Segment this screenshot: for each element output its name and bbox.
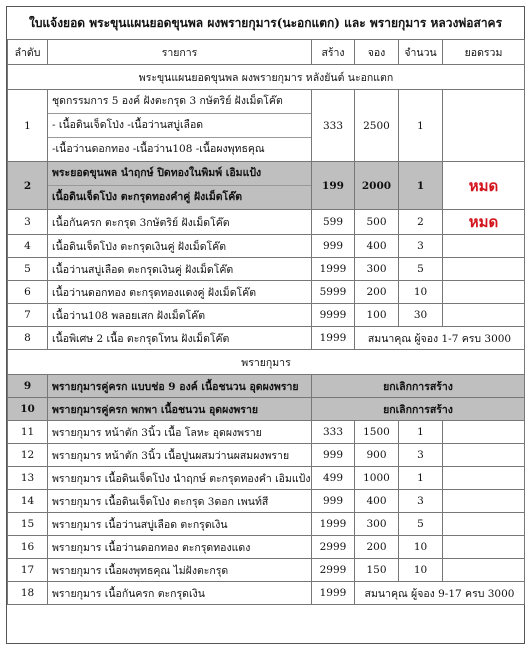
row-total xyxy=(443,421,525,444)
row-reserve: 200 xyxy=(355,536,399,559)
row-item: พรายกุมาร เนื้อดินเจ็ดโป่ง ตะกรุด 3ดอก เพนท์สี xyxy=(48,490,312,513)
row-reserve: 1000 xyxy=(355,467,399,490)
row-item: เนื้อกันครก ตะกรุด 3กษัตริย์ ฝังเม็ดโค๊ต xyxy=(48,210,312,235)
row-reserve: 900 xyxy=(355,444,399,467)
row-qty: 10 xyxy=(399,559,443,582)
table-row xyxy=(8,559,525,582)
row-reserve: 300 xyxy=(355,513,399,536)
row-qty: 3 xyxy=(399,235,443,258)
row-item-line: ชุดกรรมการ 5 องค์ ฝังตะกรุด 3 กษัตริย์ ฝังเม็ดโค๊ต xyxy=(48,90,311,114)
row-reserve: 500 xyxy=(355,210,399,235)
header-qty: จำนวน xyxy=(399,40,443,65)
header-reserve: จอง xyxy=(355,40,399,65)
sheet-title: ใบแจ้งยอด พระขุนแผนยอดขุนพล ผงพรายกุมาร(นะอกแตก) และ พรายกุมาร หลวงพ่อสาคร xyxy=(7,7,524,40)
row-item-line: เนื้อดินเจ็ดโป่ง ตะกรุดทองคำคู่ ฝังเม็ดโค๊ต xyxy=(52,191,243,203)
row-no: 4 xyxy=(8,235,48,258)
section-title: พระขุนแผนยอดขุนพล ผงพรายกุมาร หลังยันต์ นะอกแตก xyxy=(8,65,525,90)
table-row xyxy=(8,536,525,559)
row-reserve: 2500 xyxy=(355,90,399,162)
cancelled-note: ยกเลิกการสร้าง xyxy=(312,375,525,398)
table-row xyxy=(8,421,525,444)
row-create: 5999 xyxy=(312,281,355,304)
row-qty: 1 xyxy=(399,421,443,444)
row-total xyxy=(443,444,525,467)
row-no: 9 xyxy=(8,375,48,398)
row-item-line: พระยอดขุนพล นำฤกษ์ ปิดทองในพิมพ์ เอิมแป้ง xyxy=(48,162,311,186)
row-no: 2 xyxy=(8,162,48,210)
row-item: พรายกุมารคู่ครก แบบช่อ 9 องค์ เนื้อชนวน อุดผงพราย xyxy=(48,375,312,398)
row-reserve: 300 xyxy=(355,258,399,281)
row-create: 1999 xyxy=(312,582,355,605)
sold-out-label: หมด xyxy=(443,162,525,210)
row-create: 333 xyxy=(312,90,355,162)
row-create: 599 xyxy=(312,210,355,235)
row-item: พรายกุมาร เนื้อว่านดอกทอง ตะกรุดทองแดง xyxy=(48,536,312,559)
row-qty: 1 xyxy=(399,162,443,210)
row-qty: 5 xyxy=(399,513,443,536)
order-table xyxy=(7,39,525,605)
row-no: 8 xyxy=(8,327,48,350)
row-reserve: 100 xyxy=(355,304,399,327)
sold-out-label: หมด xyxy=(443,210,525,235)
row-create: 2999 xyxy=(312,559,355,582)
row-create: 999 xyxy=(312,444,355,467)
row-item: เนื้อว่านสบู่เลือด ตะกรุดเงินคู่ ฝังเม็ดโค๊ต xyxy=(48,258,312,281)
header-create: สร้าง xyxy=(312,40,355,65)
row-total xyxy=(443,490,525,513)
section-title: พรายกุมาร xyxy=(8,350,525,375)
row-qty: 10 xyxy=(399,536,443,559)
row-item: พรายกุมาร เนื้อว่านสบู่เลือด ตะกรุดเงิน xyxy=(48,513,312,536)
cancelled-note: ยกเลิกการสร้าง xyxy=(312,398,525,421)
row-total xyxy=(443,235,525,258)
row-no: 10 xyxy=(8,398,48,421)
row-total xyxy=(443,281,525,304)
row-total xyxy=(443,559,525,582)
row-item: พรายกุมาร เนื้อผงพุทธคุณ ไม่ฝังตะกรุด xyxy=(48,559,312,582)
header-row xyxy=(8,40,525,65)
row-item: เนื้อว่าน108 พลอยเสก ฝังเม็ดโค๊ต xyxy=(48,304,312,327)
row-no: 12 xyxy=(8,444,48,467)
row-qty: 1 xyxy=(399,90,443,162)
row-create: 2999 xyxy=(312,536,355,559)
row-item-line: - เนื้อดินเจ็ดโป่ง -เนื้อว่านสบู่เลือด xyxy=(48,114,311,138)
row-item-line: -เนื้อว่านดอกทอง -เนื้อว่าน108 -เนื้อผงพุทธคุณ xyxy=(52,143,265,155)
table-row xyxy=(8,444,525,467)
row-qty: 2 xyxy=(399,210,443,235)
row-create: 1999 xyxy=(312,258,355,281)
bonus-note: สมนาคุณ ผู้จอง 9-17 ครบ 3000 xyxy=(355,582,525,605)
section-row xyxy=(8,350,525,375)
table-row xyxy=(8,304,525,327)
table-row xyxy=(8,281,525,304)
row-qty: 3 xyxy=(399,490,443,513)
table-row xyxy=(8,467,525,490)
table-row xyxy=(8,513,525,536)
row-create: 1999 xyxy=(312,327,355,350)
row-create: 333 xyxy=(312,421,355,444)
row-reserve: 400 xyxy=(355,235,399,258)
row-item: เนื้อพิเศษ 2 เนื้อ ตะกรุดโทน ฝังเม็ดโค๊ต xyxy=(48,327,312,350)
header-item: รายการ xyxy=(48,40,312,65)
row-no: 13 xyxy=(8,467,48,490)
bonus-note: สมนาคุณ ผู้จอง 1-7 ครบ 3000 xyxy=(355,327,525,350)
table-row xyxy=(8,582,525,605)
order-sheet xyxy=(6,6,525,644)
row-item xyxy=(48,90,312,162)
table-row xyxy=(8,375,525,398)
row-create: 499 xyxy=(312,467,355,490)
table-row xyxy=(8,398,525,421)
row-create: 999 xyxy=(312,490,355,513)
row-total xyxy=(443,536,525,559)
row-qty: 3 xyxy=(399,444,443,467)
row-create: 9999 xyxy=(312,304,355,327)
row-no: 7 xyxy=(8,304,48,327)
table-row xyxy=(8,210,525,235)
row-item: พรายกุมาร หน้าตัก 3นิ้ว เนื้อ โลหะ อุดผงพราย xyxy=(48,421,312,444)
table-row xyxy=(8,162,525,210)
header-total: ยอดรวม xyxy=(443,40,525,65)
row-item: พรายกุมาร หน้าตัก 3นิ้ว เนื้อปูนผสมว่านผสมผงพราย xyxy=(48,444,312,467)
table-row xyxy=(8,490,525,513)
row-qty: 10 xyxy=(399,281,443,304)
row-no: 16 xyxy=(8,536,48,559)
row-item xyxy=(48,162,312,210)
header-no: ลำดับ xyxy=(8,40,48,65)
row-total xyxy=(443,258,525,281)
table-row xyxy=(8,327,525,350)
table-row xyxy=(8,258,525,281)
row-item: เนื้อว่านดอกทอง ตะกรุดทองแดงคู่ ฝังเม็ดโค๊ต xyxy=(48,281,312,304)
row-item: เนื้อดินเจ็ดโป่ง ตะกรุดเงินคู่ ฝังเม็ดโค๊ต xyxy=(48,235,312,258)
row-total xyxy=(443,467,525,490)
row-reserve: 200 xyxy=(355,281,399,304)
row-reserve: 150 xyxy=(355,559,399,582)
row-item: พรายกุมาร เนื้อกันครก ตะกรุดเงิน xyxy=(48,582,312,605)
row-reserve: 400 xyxy=(355,490,399,513)
row-qty: 30 xyxy=(399,304,443,327)
row-create: 1999 xyxy=(312,513,355,536)
row-no: 14 xyxy=(8,490,48,513)
row-no: 3 xyxy=(8,210,48,235)
row-total xyxy=(443,90,525,162)
row-qty: 1 xyxy=(399,467,443,490)
row-no: 6 xyxy=(8,281,48,304)
row-reserve: 1500 xyxy=(355,421,399,444)
row-item: พรายกุมาร เนื้อดินเจ็ดโป่ง นำฤกษ์ ตะกรุดทองคำ เอิมแป้ง xyxy=(48,467,312,490)
row-no: 15 xyxy=(8,513,48,536)
row-no: 11 xyxy=(8,421,48,444)
row-no: 17 xyxy=(8,559,48,582)
row-no: 5 xyxy=(8,258,48,281)
row-item: พรายกุมารคู่ครก พกพา เนื้อชนวน อุดผงพราย xyxy=(48,398,312,421)
row-total xyxy=(443,304,525,327)
table-row xyxy=(8,90,525,162)
row-create: 999 xyxy=(312,235,355,258)
row-qty: 5 xyxy=(399,258,443,281)
section-row xyxy=(8,65,525,90)
row-total xyxy=(443,513,525,536)
row-create: 199 xyxy=(312,162,355,210)
table-row xyxy=(8,235,525,258)
row-reserve: 2000 xyxy=(355,162,399,210)
row-no: 18 xyxy=(8,582,48,605)
row-no: 1 xyxy=(8,90,48,162)
